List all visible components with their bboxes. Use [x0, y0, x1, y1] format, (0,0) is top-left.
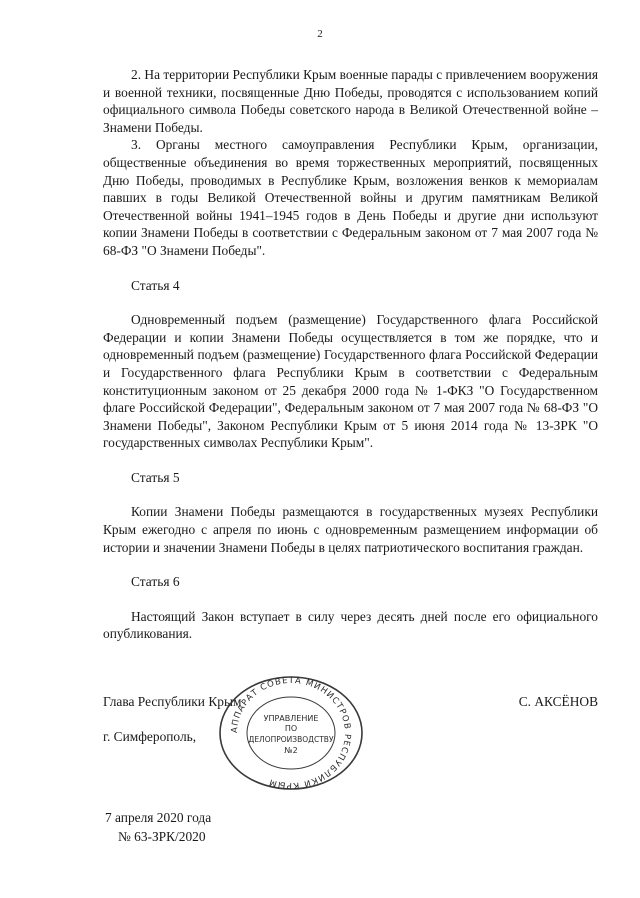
article-4-text: Одновременный подъем (размещение) Государственного флага Российской Федерации и копии Знамени Победы осуществляется в том же порядке, что и одновременный подъем (размещение) Государственного флага Российской Федерации и Государственного флага Республики Крым в соответствии с Федеральным конституционным законом от 25 декабря 2000 года № 1-ФКЗ "О Государственном флаге Российской Федерации", Федеральным законом от 7 мая 2007 года № 68-ФЗ "О Знамени Победы", Законом Республики Крым от 5 июня 2014 года № 13-ЗРК "О государственных символах Республики Крым".	[103, 312, 598, 451]
signatory-name: С. АКСЁНОВ	[518, 694, 598, 709]
city: г. Симферополь,	[103, 729, 197, 744]
stamp-line-4: №2	[284, 746, 298, 755]
signatory-title: Глава Республики Крым	[103, 694, 242, 709]
article-5-text: Копии Знамени Победы размещаются в государственных музеях Республики Крым ежегодно с апреля по июнь с одновременным размещением информации об истории и значении Знамени Победы в целях патриотического воспитания граждан.	[103, 504, 598, 555]
stamp-line-3: ДЕЛОПРОИЗВОДСТВУ	[248, 735, 334, 744]
stamp-line-2: ПО	[284, 724, 298, 733]
article-5-heading: Статья 5	[131, 469, 180, 485]
law-number: № 63-ЗРК/2020	[118, 829, 206, 844]
official-stamp	[217, 675, 365, 791]
paragraph-2: 2. На территории Республики Крым военные парады с привлечением вооружения и военной техники, посвященные Дню Победы, проводятся с использованием копий официального символа Победы советского народа в Великой Отечественной войне – Знамени Победы.	[103, 67, 598, 135]
document-body	[103, 66, 598, 643]
article-6-heading: Статья 6	[131, 574, 180, 590]
article-4-heading: Статья 4	[131, 277, 180, 293]
stamp-line-1: УПРАВЛЕНИЕ	[263, 714, 319, 723]
paragraph-3: 3. Органы местного самоуправления Республики Крым, организации, общественные объединения во время торжественных мероприятий, посвященных Дню Победы, проводимых в Республике Крым, возложения венков к мемориалам павших в годы Великой Отечественной войны и другим памятникам Великой Отечественной войны 1941–1945 годов в День Победы и другие дни используют копии Знамени Победы в соответствии с Федеральным законом от 7 мая 2007 года № 68-ФЗ "О Знамени Победы".	[103, 137, 598, 258]
stamp-outer-text: АППАРАТ СОВЕТА МИНИСТРОВ РЕСПУБЛИКИ КРЫМ	[229, 675, 353, 791]
svg-text:АППАРАТ СОВЕТА МИНИСТРОВ РЕСПУ	[230, 676, 352, 790]
page-number: 2	[317, 28, 323, 40]
article-6-text: Настоящий Закон вступает в силу через десять дней после его официального опубликования.	[103, 608, 598, 642]
law-date: 7 апреля 2020 года	[105, 810, 212, 825]
